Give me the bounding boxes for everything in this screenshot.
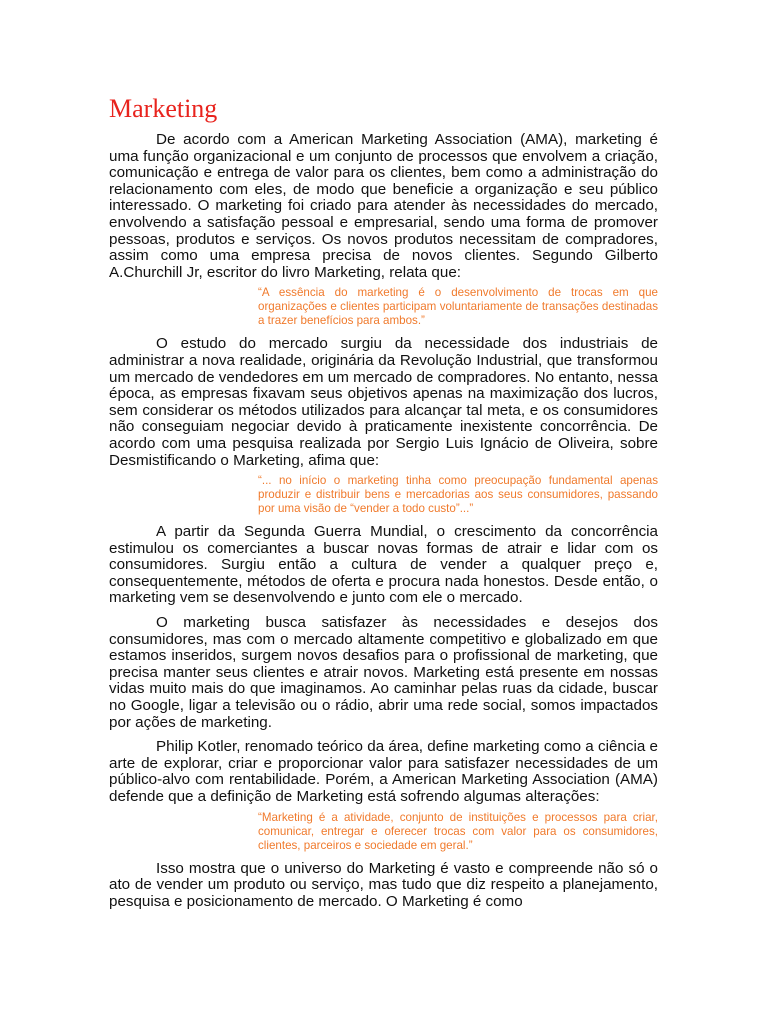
paragraph-consumer-needs: O marketing busca satisfazer às necessidades e desejos dos consumidores, mas com o mercado altamente competitivo e globalizado em que estamos inseridos, surgem novos desafios para o profissional de marketing, que precisa manter seus clientes e atrair novos. Marketing está presente em nossas vidas muito mais do que imaginamos. Ao caminhar pelas ruas da cidade, buscar no Google, ligar a televisão ou o rádio, abrir uma rede social, somos impactados por ações de marketing. xyxy=(109,614,658,731)
paragraph-marketing-universe: Isso mostra que o universo do Marketing é vasto e compreende não só o ato de vender um produto ou serviço, mas tudo que diz respeito a planejamento, pesquisa e posicionamento de mercado. O Marketing é como xyxy=(109,859,658,910)
paragraph-kotler: Philip Kotler, renomado teórico da área, define marketing como a ciência e arte de explorar, criar e proporcionar valor para satisfazer necessidades de um público-alvo com rentabilidade. Porém, a American Marketing Association (AMA) defende que a definição de Marketing está sofrendo algumas alterações: xyxy=(109,738,658,805)
document-page xyxy=(109,92,658,910)
quote-oliveira: “... no início o marketing tinha como preocupação fundamental apenas produzir e distribuir bens e mercadorias aos seus consumidores, passando por uma visão de “vender a todo custo”...” xyxy=(258,474,658,516)
paragraph-market-study: O estudo do mercado surgiu da necessidade dos industriais de administrar a nova realidade, originária da Revolução Industrial, que transformou um mercado de vendedores em um mercado de compradores. No entanto, nessa época, as empresas fixavam seus objetivos apenas na maximização dos lucros, sem considerar os métodos utilizados para alcançar tal meta, e os consumidores não conseguiam negociar devido à praticamente inexistente concorrência. De acordo com uma pesquisa realizada por Sergio Luis Ignácio de Oliveira, sobre Desmistificando o Marketing, afima que: xyxy=(109,335,658,469)
document-title: Marketing xyxy=(109,94,218,123)
quote-ama-definition: “Marketing é a atividade, conjunto de instituições e processos para criar, comunicar, entregar e oferecer trocas com valor para os consumidores, clientes, parceiros e sociedade em geral.” xyxy=(258,810,658,852)
paragraph-world-war: A partir da Segunda Guerra Mundial, o crescimento da concorrência estimulou os comerciantes a buscar novas formas de atrair e lidar com os consumidores. Surgiu então a cultura de vender a qualquer preço e, consequentemente, métodos de oferta e procura nada honestos. Desde então, o marketing vem se desenvolvendo e junto com ele o mercado. xyxy=(109,523,658,607)
paragraph-ama-definition: De acordo com a American Marketing Association (AMA), marketing é uma função organizacional e um conjunto de processos que envolvem a criação, comunicação e entrega de valor para os clientes, bem como a administração do relacionamento com eles, de modo que beneficie a organização e seu público interessado. O marketing foi criado para atender às necessidades do mercado, envolvendo a satisfação pessoal e empresarial, sendo uma forma de promover pessoas, produtos e serviços. Os novos produtos necessitam de compradores, assim como uma empresa precisa de novos clientes. Segundo Gilberto A.Churchill Jr, escritor do livro Marketing, relata que: xyxy=(109,131,658,281)
quote-churchill: “A essência do marketing é o desenvolvimento de trocas em que organizações e clientes participam voluntariamente de transações destinadas a trazer benefícios para ambos.” xyxy=(258,286,658,328)
